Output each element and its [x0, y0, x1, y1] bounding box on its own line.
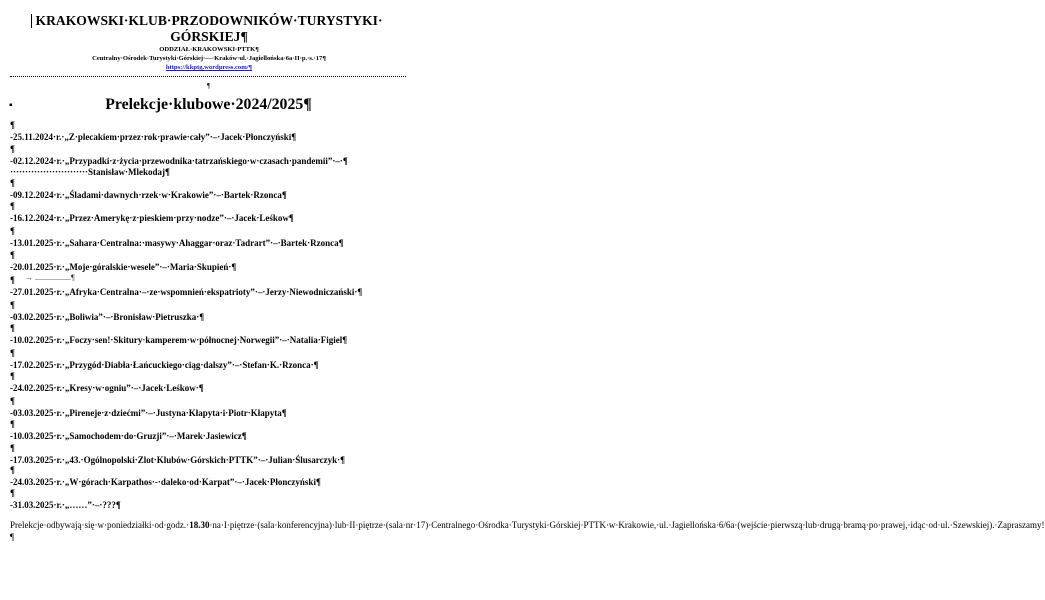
- lecture-item: -31.03.2025·r.·„……”·–·???¶: [10, 500, 121, 510]
- empty-paragraph-mark: ¶: [10, 226, 15, 236]
- website-link[interactable]: https://kkptg.wordpress.com/¶: [165, 64, 253, 71]
- empty-paragraph-mark: ¶: [10, 348, 15, 358]
- lecture-item: -17.02.2025·r.·„Przygód·Diabła·Łańcuckiego·ciąg·dalszy”·–·Stefan·K.·Rzonca·¶: [10, 360, 319, 370]
- footer-note: Prelekcje·odbywają·się·w·poniedziałki·od·godz.·18.30·na·I·piętrze·(sala·konferencyjna)·lub·II·piętrze·(sala·nr·17)·Centralnego·Ośrodka·Turystyki·Górskiej·PTTK·w·Krakowie,·ul.·Jagiellońska·6/6a·(wejście·pierwszą·lub·drugą·bramą·po·prawej,·idąc·od·ul.·Szewskiej).·Zapraszamy!¶: [10, 520, 1045, 542]
- list-bullet-icon: ▪: [9, 100, 13, 111]
- lecture-item: -03.02.2025·r.·„Boliwia”·–·Bronisław·Pietruszka·¶: [10, 312, 205, 322]
- empty-paragraph-mark: ¶: [10, 323, 15, 333]
- lecture-item: -27.01.2025·r.·„Afryka·Centralna·–·ze·wspomnień·ekspatrioty”·–·Jerzy·Niewodniczański·¶: [10, 287, 363, 297]
- club-address: Centralny·Ośrodek·Turystyki·Górskiej·—·Kraków·ul.·Jagiellońska·6a·II·p.·s.·17¶: [92, 55, 326, 62]
- page-title: Prelekcje·klubowe·2024/2025¶: [105, 96, 312, 113]
- lecture-item: -24.03.2025·r.·„W·górach·Karpathos·-·daleko·od·Karpat”·–·Jacek·Płonczyński¶: [10, 477, 321, 487]
- empty-paragraph-mark: ¶: [10, 201, 15, 211]
- empty-paragraph-mark: ¶: [10, 443, 15, 453]
- empty-paragraph-mark: ¶: [10, 465, 15, 475]
- lecture-item: -20.01.2025·r.·„Moje·góralskie·wesele”·–·Maria·Skupień·¶: [10, 262, 237, 272]
- empty-paragraph-mark: ¶: [10, 396, 15, 406]
- empty-paragraph-mark: ¶: [10, 250, 15, 260]
- empty-paragraph-mark: ¶: [10, 300, 15, 310]
- lecture-item: -10.02.2025·r.·„Foczy·sen!·Skitury·kamperem·w·północnej·Norwegii”·–·Natalia·Figiel¶: [10, 335, 348, 345]
- lecture-item-continuation: ··························Stanisław·Mlekodaj¶: [10, 167, 170, 177]
- empty-paragraph-mark: ¶: [10, 419, 15, 429]
- pilcrow-mark: ¶: [207, 82, 211, 90]
- lecture-item: -03.03.2025·r.·„Pireneje·z·dziećmi”·–·Justyna·Kłapyta·i·Piotr·Kłapyta¶: [10, 408, 287, 418]
- branch-name: ODDZIAŁ·KRAKOWSKI·PTTK¶: [159, 46, 259, 53]
- empty-paragraph-mark: ¶: [10, 275, 15, 285]
- divider-dotted: [10, 76, 406, 77]
- lecture-item: -02.12.2024·r.·„Przypadki·z·życia·przewodnika·tatrzańskiego·w·czasach·pandemii”·–·¶: [10, 156, 348, 166]
- lecture-item: -13.01.2025·r.·„Sahara·Centralna:·masywy·Ahaggar·oraz·Tadrart”·–·Bartek·Rzonca¶: [10, 238, 344, 248]
- lecture-item: -24.02.2025·r.·„Kresy·w·ogniu”·–·Jacek·Leśkow·¶: [10, 383, 204, 393]
- meeting-time: 18.30: [189, 520, 210, 530]
- text-cursor: [31, 14, 32, 28]
- empty-paragraph-mark: ¶: [10, 120, 15, 130]
- lecture-item: -25.11.2024·r.·„Z·plecakiem·przez·rok·prawie·cały”·–·Jacek·Płonczyński¶: [10, 132, 297, 142]
- empty-paragraph-mark: ¶: [10, 178, 15, 188]
- club-name-text: KRAKOWSKI·KLUB·PRZODOWNIKÓW·TURYSTYKI· GÓRSKIEJ¶: [35, 13, 383, 44]
- empty-paragraph-mark: ¶: [10, 488, 15, 498]
- lecture-item: -16.12.2024·r.·„Przez·Amerykę·z·pieskiem·przy·nodze”·–·Jacek·Leśkow¶: [10, 213, 294, 223]
- club-name: [34, 13, 384, 45]
- lecture-item: -09.12.2024·r.·„Śladami·dawnych·rzek·w·Krakowie”·–·Bartek·Rzonca¶: [10, 190, 287, 200]
- tab-leader: → ..................¶: [25, 273, 75, 282]
- lecture-item: -17.03.2025·r.·„43.·Ogólnopolski·Zlot·Klubów·Górskich·PTTK”·–·Julian·Ślusarczyk·¶: [10, 455, 345, 465]
- empty-paragraph-mark: ¶: [10, 144, 15, 154]
- empty-paragraph-mark: ¶: [10, 371, 15, 381]
- lecture-item: -10.03.2025·r.·„Samochodem·do·Gruzji”·–·Marek·Jasiewicz¶: [10, 431, 247, 441]
